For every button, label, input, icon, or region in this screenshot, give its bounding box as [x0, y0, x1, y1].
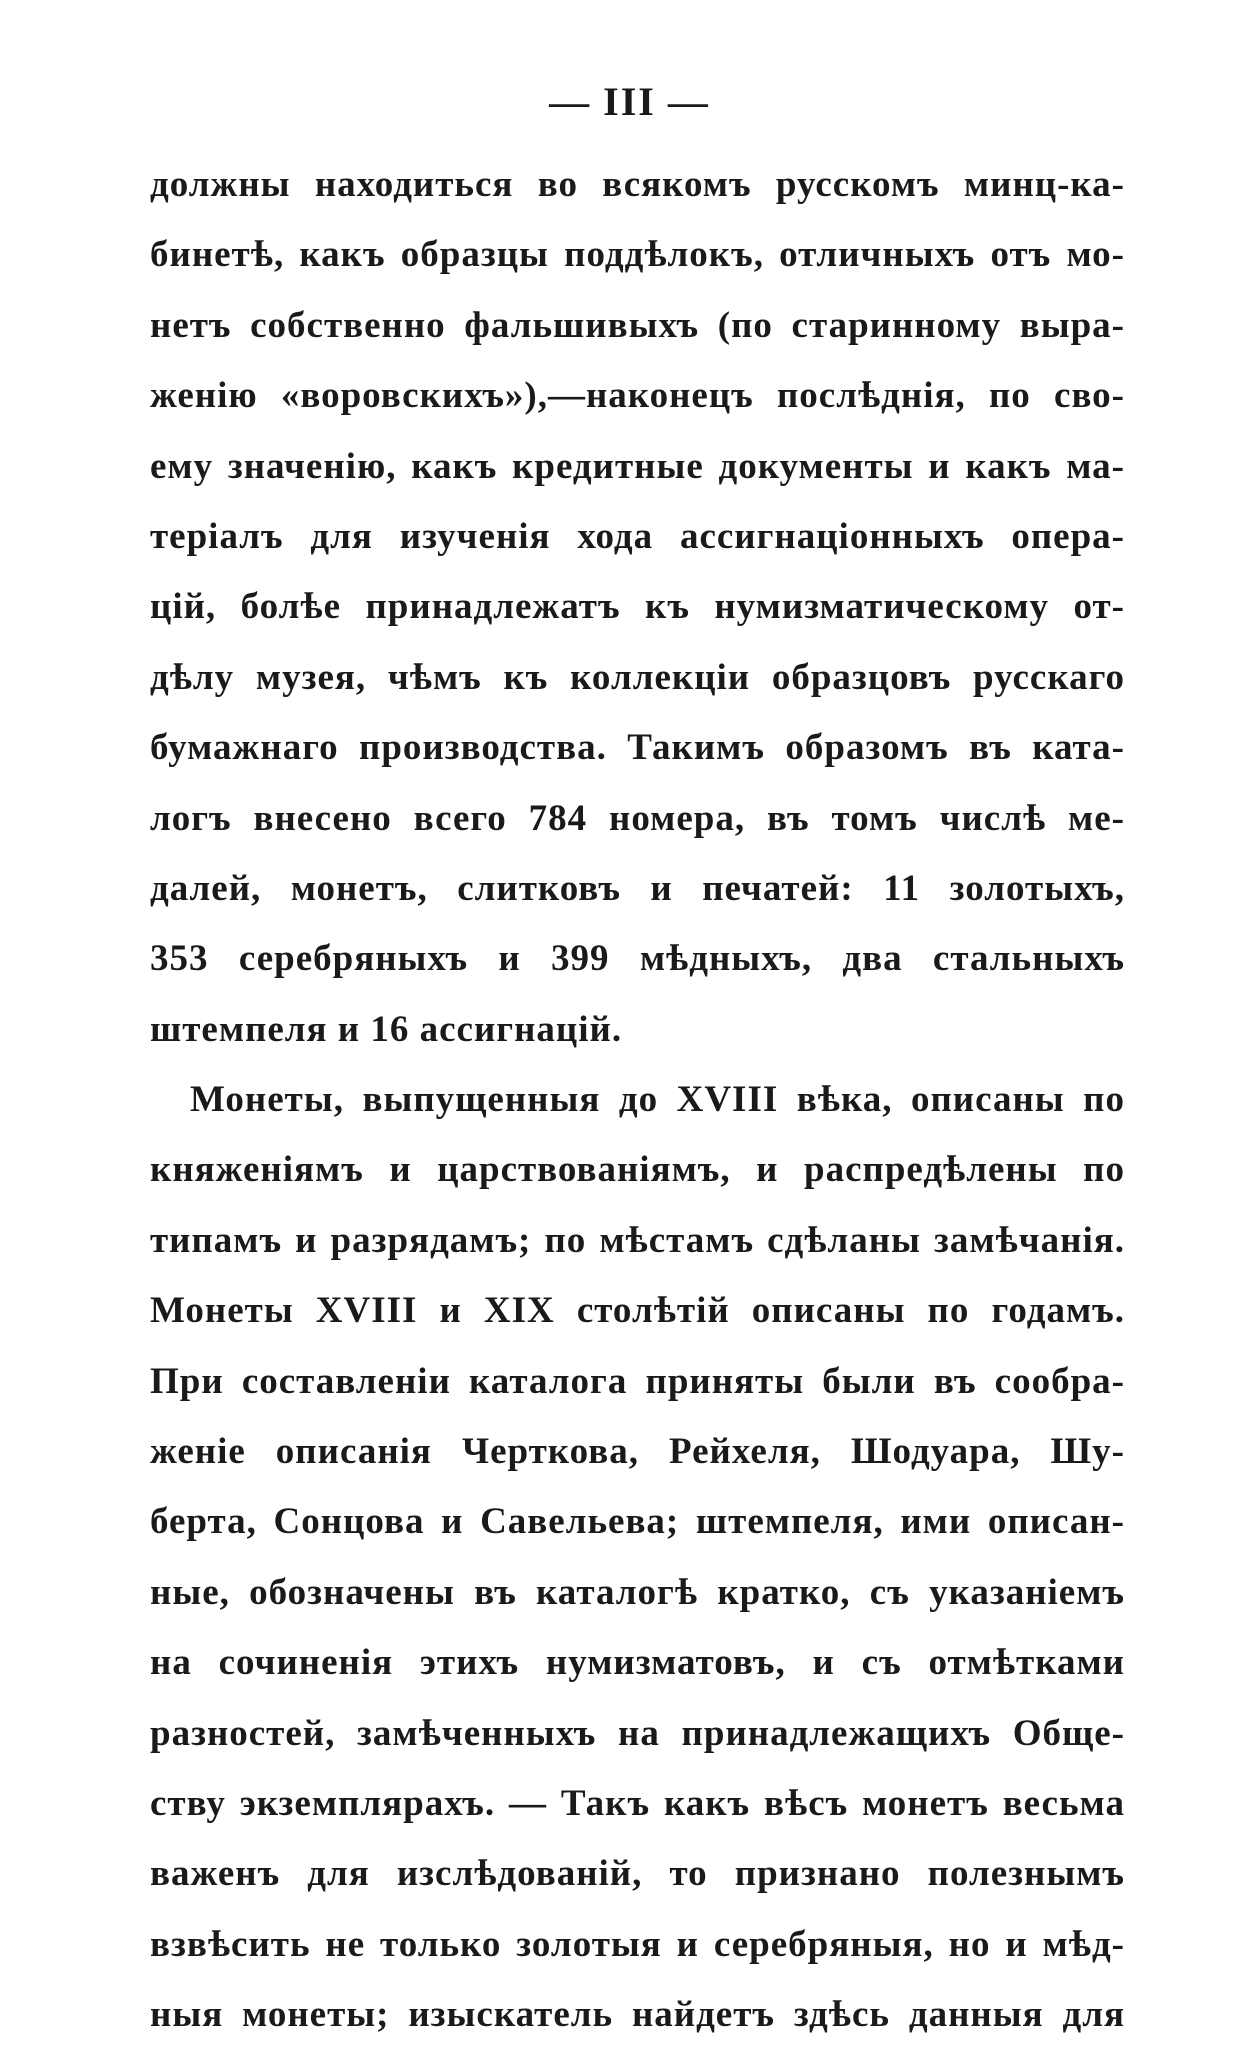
text-line: взвѣсить не только золотыя и серебряныя, но и мѣд- [150, 1923, 1125, 1965]
text-line: штемпеля и 16 ассигнацій. [150, 1008, 623, 1050]
text-line: дѣлу музея, чѣмъ къ коллекціи образцовъ русскаго [150, 656, 1125, 698]
text-line: бинетѣ, какъ образцы поддѣлокъ, отличныхъ отъ мо- [150, 234, 1125, 276]
text-line: ные, обозначены въ каталогѣ кратко, съ указаніемъ [150, 1571, 1125, 1613]
text-line: берта, Сонцова и Савельева; штемпеля, ими описан- [150, 1501, 1125, 1543]
text-line: Монеты, выпущенныя до XVIII вѣка, описаны по [190, 1079, 1125, 1121]
text-line: 353 серебряныхъ и 399 мѣдныхъ, два стальныхъ [150, 938, 1125, 980]
text-line: нетъ собственно фальшивыхъ (по старинному выра- [150, 304, 1125, 346]
text-line: разностей, замѣченныхъ на принадлежащихъ Обще- [150, 1712, 1125, 1754]
text-line: ству экземплярахъ. — Такъ какъ вѣсъ монетъ весьма [150, 1782, 1125, 1824]
text-line: логъ внесено всего 784 номера, въ томъ числѣ ме- [150, 797, 1125, 839]
text-line: бумажнаго производства. Такимъ образомъ въ ката- [150, 727, 1125, 769]
paragraph [150, 1065, 1125, 2050]
text-line: теріалъ для изученія хода ассигнаціонныхъ опера- [150, 515, 1125, 557]
text-line: При составленіи каталога приняты были въ сообра- [150, 1360, 1125, 1402]
text-line: далей, монетъ, слитковъ и печатей: 11 золотыхъ, [150, 867, 1125, 909]
text-line: женію «воровскихъ»),—наконецъ послѣднія, по сво- [150, 375, 1125, 417]
page-number: — III — [549, 79, 710, 124]
text-line: ему значенію, какъ кредитные документы и какъ ма- [150, 445, 1125, 487]
text-line: цій, болѣе принадлежатъ къ нумизматическому от- [150, 586, 1125, 628]
body-text [150, 150, 1125, 2051]
text-line: важенъ для изслѣдованій, то признано полезнымъ [150, 1853, 1125, 1895]
text-line: Монеты XVIII и XIX столѣтій описаны по годамъ. [150, 1290, 1125, 1332]
text-line: на сочиненія этихъ нумизматовъ, и съ отмѣтками [150, 1642, 1125, 1684]
text-line: должны находиться во всякомъ русскомъ минц-ка- [150, 164, 1125, 205]
text-line: ныя монеты; изыскатель найдетъ здѣсь данныя для [150, 1994, 1125, 2036]
text-line: княженіямъ и царствованіямъ, и распредѣлены по [150, 1149, 1125, 1191]
text-line: типамъ и разрядамъ; по мѣстамъ сдѣланы замѣчанія. [150, 1219, 1125, 1261]
text-line: женіе описанія Черткова, Рейхеля, Шодуара, Шу- [150, 1431, 1125, 1473]
paragraph [150, 150, 1125, 1065]
